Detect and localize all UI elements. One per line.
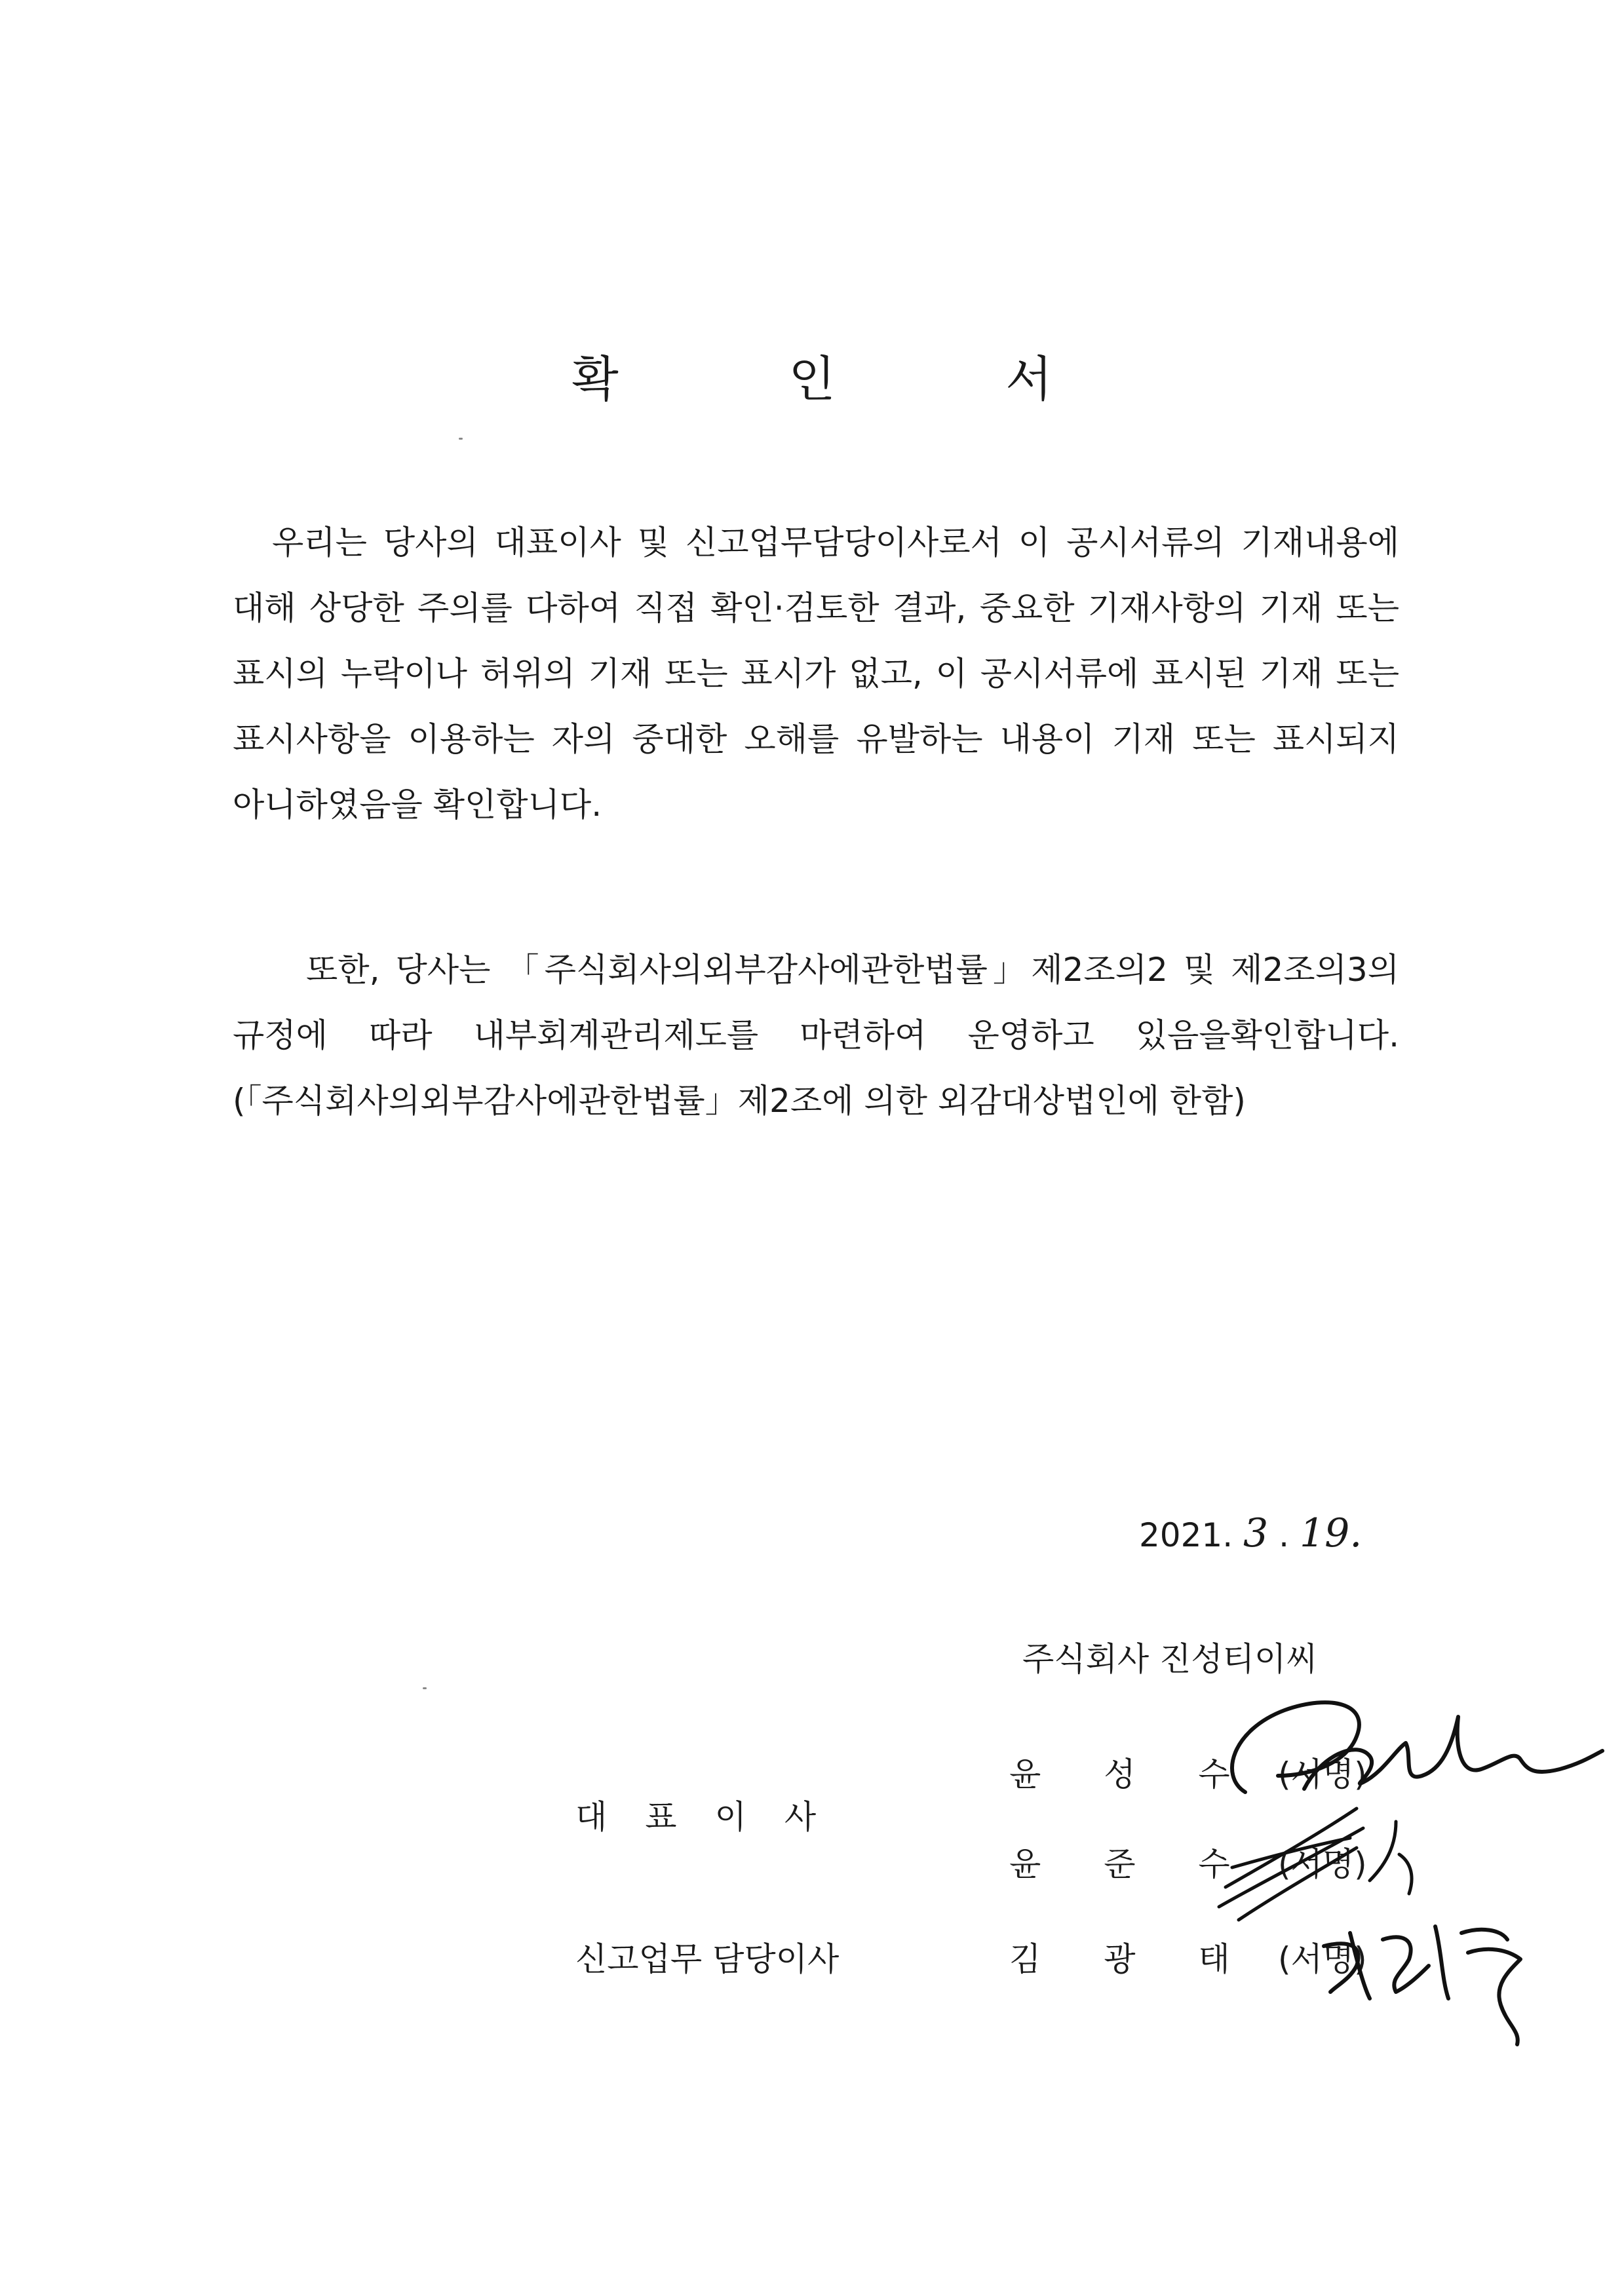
role-reporting-officer: 신고업무 담당이사 [575, 1940, 840, 1978]
handwritten-signature-3 [1311, 1887, 1547, 2051]
confirmation-paragraph: 우리는 당사의 대표이사 및 신고업무담당이사로서 이 공시서류의 기재내용에 대해 상당한 주의를 다하여 직접 확인·검토한 결과, 중요한 기재사항의 기재 또는 표시의 누락이나 허위의 기재 또는 표시가 없고, 이 공시서류에 표시된 기재 또는 표시사항을 이용하는 자의 중대한 오해를 유발하는 내용이 기재 또는 표시되지 아니하였음을 확인합니다. [233, 524, 1399, 824]
scan-speck [459, 438, 463, 440]
signatory-name-1: 윤 성 수 [1009, 1755, 1256, 1793]
date-printed-year: 2021. [1139, 1516, 1233, 1554]
document-title: 확 인 서 [571, 351, 1130, 408]
signatory-name-2: 윤 준 수 [1009, 1845, 1256, 1883]
date-handwritten-day: 19. [1299, 1510, 1363, 1556]
role-ceo: 대표이사 [575, 1798, 855, 1836]
sign-label-3: (서명) [1278, 1940, 1367, 1978]
company-name: 주식회사 진성티이씨 [1022, 1640, 1318, 1678]
sign-label-2: (서명) [1278, 1845, 1367, 1883]
scan-speck [423, 1687, 427, 1689]
date-handwritten-month: 3 [1243, 1510, 1269, 1556]
signatory-name-3: 김 광 태 [1009, 1940, 1256, 1978]
internal-control-paragraph: 또한, 당사는 「주식회사의외부감사에관한법률」제2조의2 및 제2조의3의 규정에 따라 내부회계관리제도를 마련하여 운영하고 있음을확인합니다.(「주식회사의외부감사에관한법률」제2조에 의한 외감대상법인에 한함) [233, 951, 1399, 1120]
date-separator: . [1279, 1516, 1290, 1554]
document-date [1139, 1510, 1362, 1556]
sign-label-1: (서명) [1278, 1755, 1367, 1793]
